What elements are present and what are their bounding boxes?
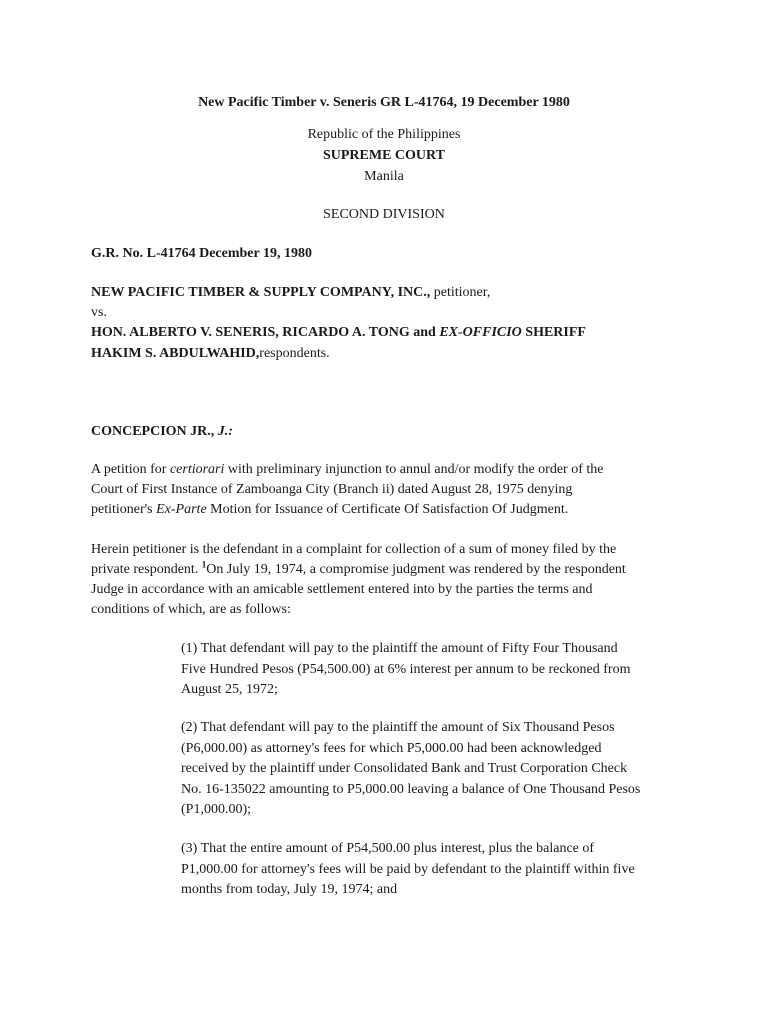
settlement-term-1 bbox=[181, 639, 701, 701]
text-line: No. 16-135022 amounting to P5,000.00 leaving a balance of One Thousand Pesos bbox=[181, 781, 641, 797]
text-line: August 25, 1972; bbox=[181, 682, 278, 697]
text-line: conditions of which, are as follows: bbox=[91, 602, 291, 617]
text-run: petitioner's bbox=[91, 502, 157, 517]
ponente-title: J.: bbox=[217, 424, 233, 439]
text-line bbox=[91, 460, 691, 480]
text-line: (P1,000.00); bbox=[181, 802, 251, 817]
petitioner-line bbox=[91, 283, 490, 303]
text-line: Court of First Instance of Zamboanga City (Branch ii) dated August 28, 1975 denying bbox=[91, 482, 573, 497]
respondents-names: HON. ALBERTO V. SENERIS, RICARDO A. TONG and bbox=[91, 325, 440, 340]
text-line: Herein petitioner is the defendant in a complaint for collection of a sum of money filed by the bbox=[91, 542, 617, 557]
ex-parte-term: Ex-Parte bbox=[156, 502, 207, 517]
respondents-line-2 bbox=[91, 344, 330, 364]
petitioner-role: petitioner, bbox=[430, 285, 491, 300]
paragraph-petition bbox=[91, 460, 691, 520]
settlement-term-2 bbox=[181, 718, 701, 821]
text-line: P1,000.00 for attorney's fees will be paid by defendant to the plaintiff within five bbox=[181, 861, 635, 877]
footnote-marker[interactable]: 1 bbox=[201, 559, 207, 570]
text-run: A petition for bbox=[91, 462, 170, 477]
text-line: Judge in accordance with an amicable settlement entered into by the parties the terms and bbox=[91, 582, 593, 597]
settlement-term-3 bbox=[181, 839, 701, 901]
text-line bbox=[91, 560, 691, 580]
text-line: (2) That defendant will pay to the plaintiff the amount of Six Thousand Pesos bbox=[181, 720, 615, 735]
petitioner-name: NEW PACIFIC TIMBER & SUPPLY COMPANY, INC., bbox=[91, 285, 431, 300]
text-run: with preliminary injunction to annul and/or modify the order of the bbox=[224, 462, 604, 477]
ex-officio-label: EX-OFFICIO bbox=[439, 325, 522, 340]
certiorari-term: certiorari bbox=[169, 462, 225, 477]
text-run: On July 19, 1974, a compromise judgment was rendered by the respondent bbox=[206, 562, 626, 577]
republic-line: Republic of the Philippines bbox=[307, 127, 461, 142]
document-title: New Pacific Timber v. Seneris GR L-41764, 19 December 1980 bbox=[198, 95, 570, 110]
text-line: (3) That the entire amount of P54,500.00 plus interest, plus the balance of bbox=[181, 841, 595, 856]
text-line: Five Hundred Pesos (P54,500.00) at 6% interest per annum to be reckoned from bbox=[181, 661, 631, 677]
text-line: received by the plaintiff under Consolidated Bank and Trust Corporation Check bbox=[181, 761, 628, 776]
sheriff-label: SHERIFF bbox=[521, 325, 586, 340]
text-line: months from today, July 19, 1974; and bbox=[181, 882, 398, 897]
text-line: (P6,000.00) as attorney's fees for which P5,000.00 had been acknowledged bbox=[181, 740, 602, 756]
division-name: SECOND DIVISION bbox=[323, 207, 445, 222]
ponente-name: CONCEPCION JR., bbox=[91, 424, 218, 439]
respondent-sheriff-name: HAKIM S. ABDULWAHID, bbox=[91, 346, 260, 361]
paragraph-background bbox=[91, 540, 691, 620]
court-city: Manila bbox=[364, 169, 404, 184]
respondents-role: respondents. bbox=[259, 346, 330, 361]
ponente bbox=[91, 422, 233, 442]
text-line: (1) That defendant will pay to the plaintiff the amount of Fifty Four Thousand bbox=[181, 641, 618, 656]
court-name: SUPREME COURT bbox=[322, 148, 445, 163]
text-run: private respondent. bbox=[91, 562, 202, 577]
respondents-line-1 bbox=[91, 323, 586, 343]
text-line bbox=[91, 500, 691, 520]
case-number: G.R. No. L-41764 December 19, 1980 bbox=[91, 246, 312, 261]
text-run: Motion for Issuance of Certificate Of Satisfaction Of Judgment. bbox=[206, 502, 569, 517]
versus-label: vs. bbox=[91, 305, 107, 320]
